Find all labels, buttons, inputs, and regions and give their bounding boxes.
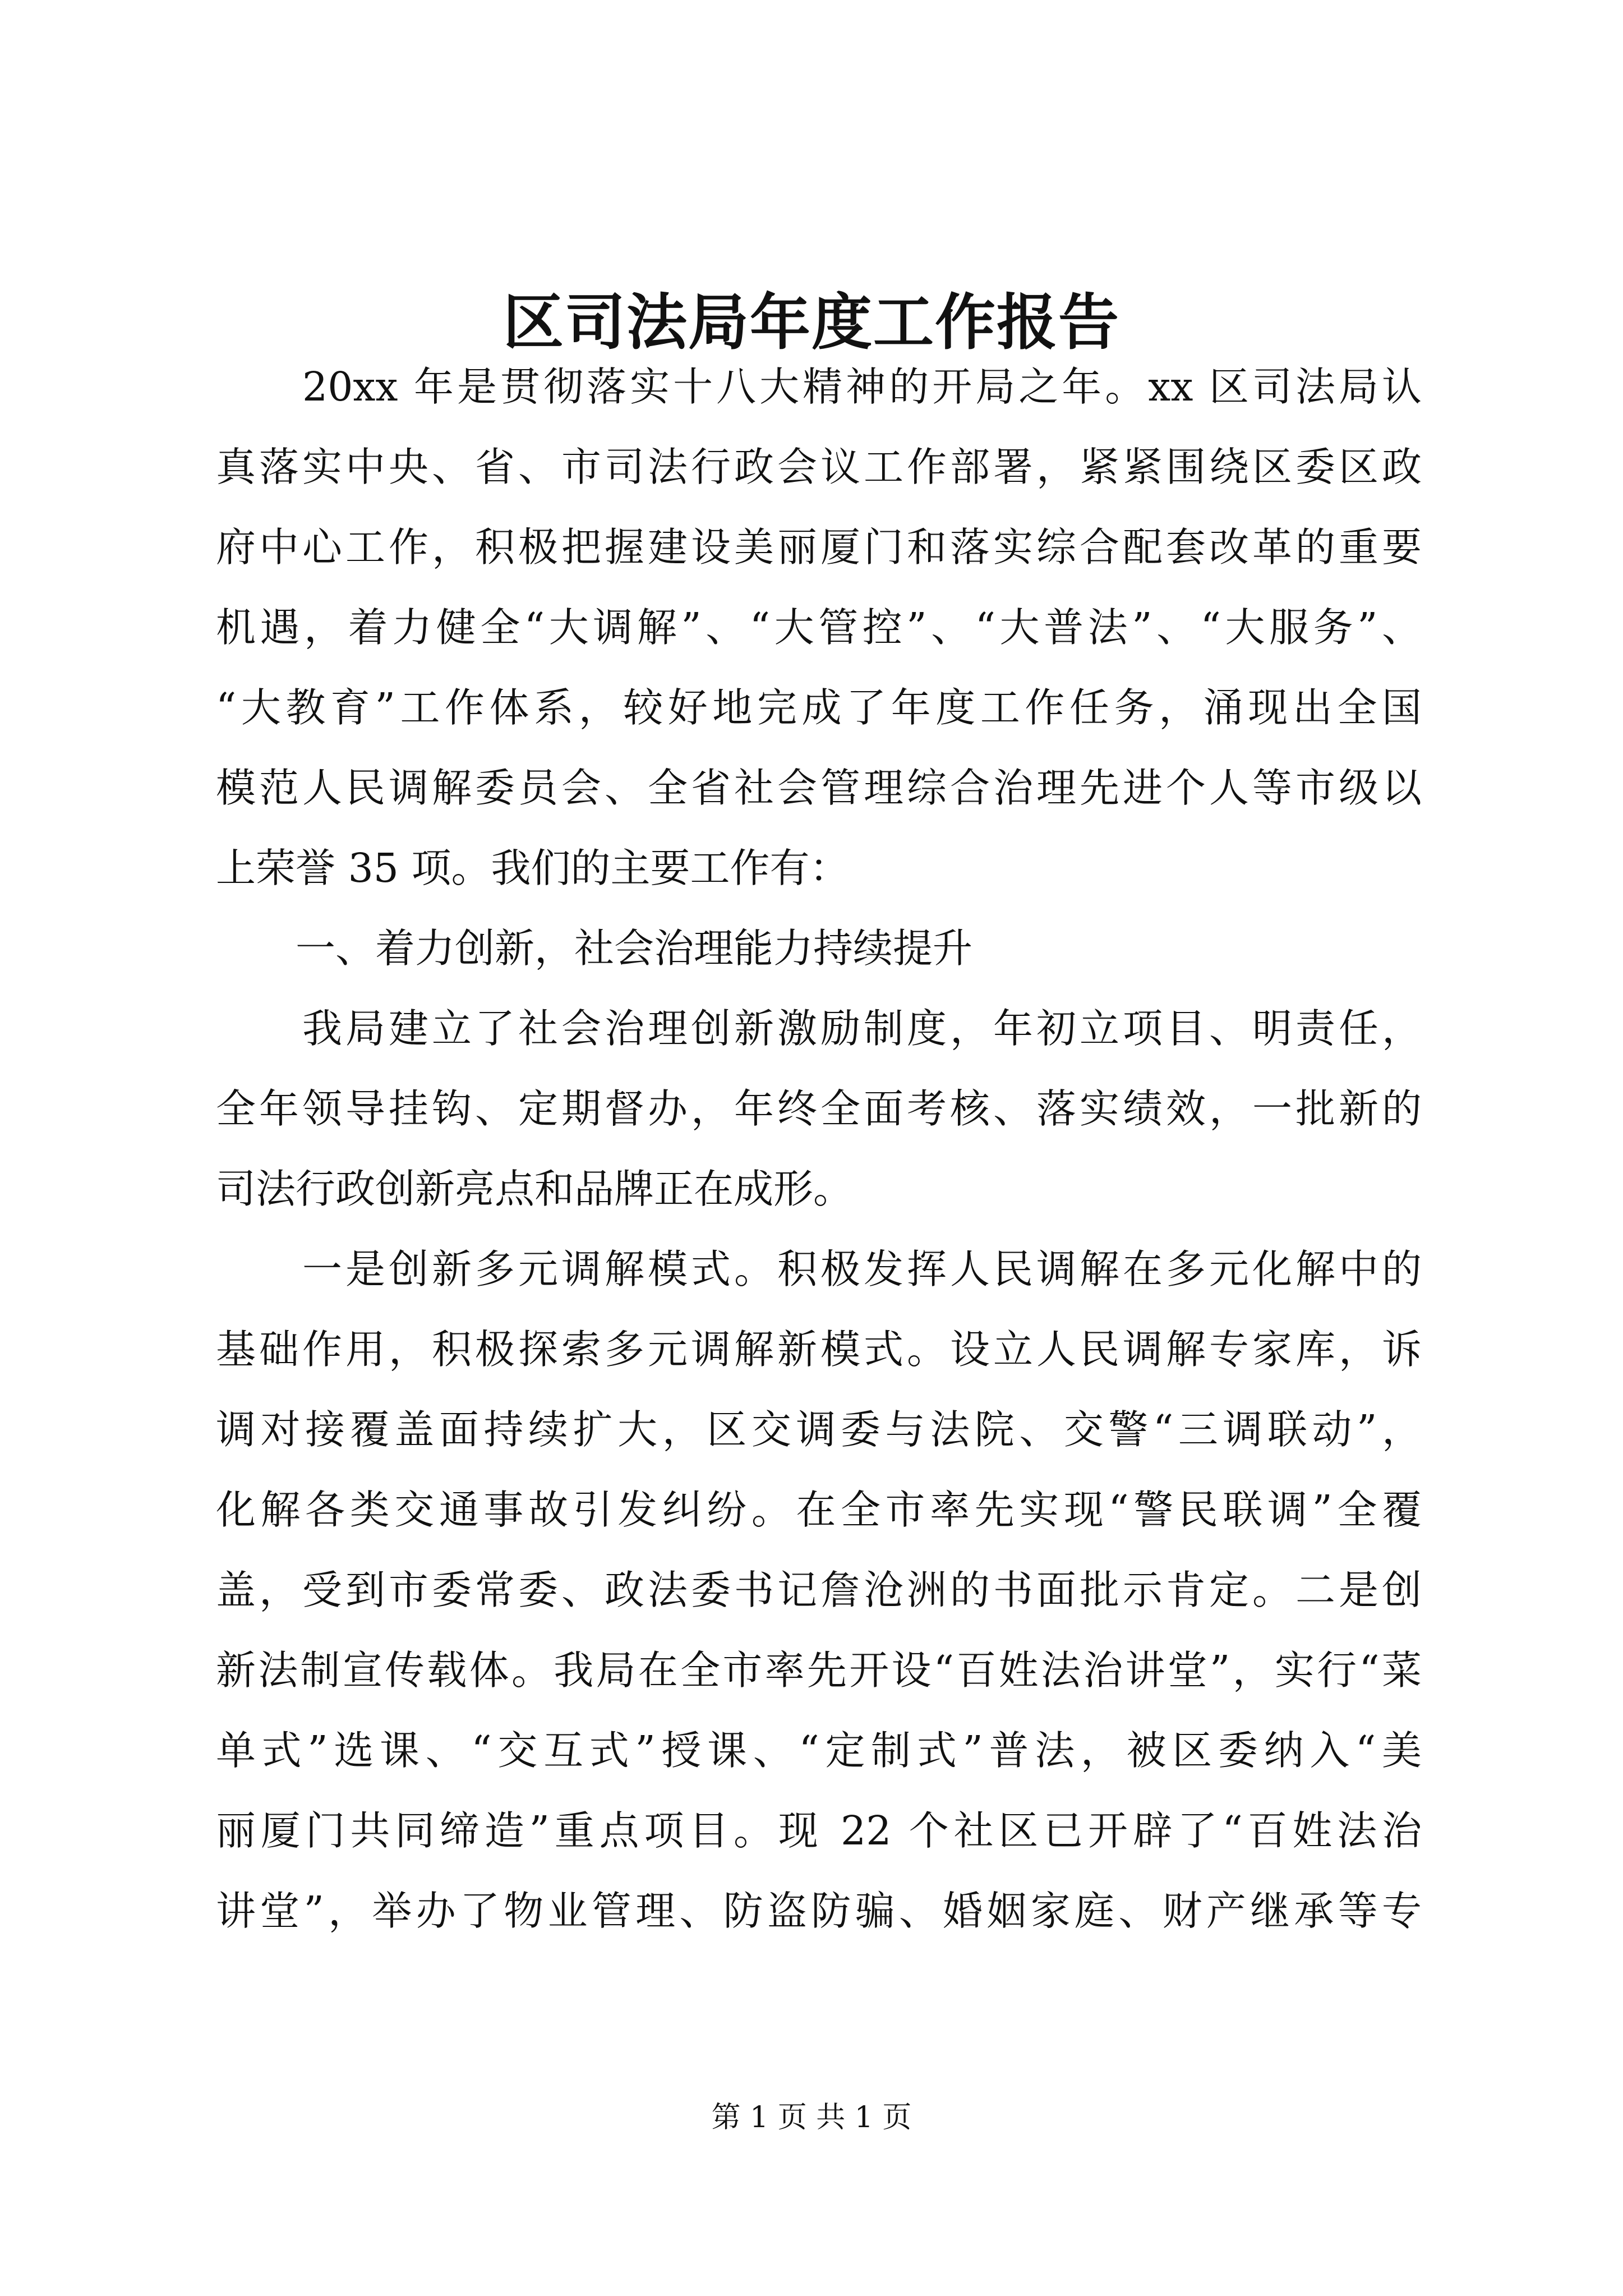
- body-line: 我局建立了社会治理创新激励制度，年初立项目、明责任，: [216, 1005, 1422, 1052]
- body-line: 丽厦门共同缔造”重点项目。现 22 个社区已开辟了“百姓法治: [216, 1807, 1422, 1854]
- page-footer: 第 1 页 共 1 页: [711, 2101, 912, 2134]
- body-line: 20xx 年是贯彻落实十八大精神的开局之年。xx 区司法局认: [216, 364, 1422, 410]
- body-line: 机遇，着力健全“大调解”、“大管控”、“大普法”、“大服务”、: [216, 604, 1422, 651]
- document-title: 区司法局年度工作报告: [502, 287, 1120, 358]
- body-line: 司法行政创新亮点和品牌正在成形。: [216, 1166, 854, 1212]
- body-line: “大教育”工作体系，较好地完成了年度工作任务，涌现出全国: [216, 684, 1422, 731]
- body-line: 府中心工作，积极把握建设美丽厦门和落实综合配套改革的重要: [216, 524, 1422, 570]
- body-line: 讲堂”，举办了物业管理、防盗防骗、婚姻家庭、财产继承等专: [216, 1888, 1422, 1934]
- body-line: 基础作用，积极探索多元调解新模式。设立人民调解专家库，诉: [216, 1326, 1422, 1373]
- body-line: 新法制宣传载体。我局在全市率先开设“百姓法治讲堂”，实行“菜: [216, 1647, 1422, 1694]
- body-line: 盖，受到市委常委、政法委书记詹沧洲的书面批示肯定。二是创: [216, 1567, 1422, 1613]
- body-line: 模范人民调解委员会、全省社会管理综合治理先进个人等市级以: [216, 765, 1422, 811]
- body-line: 单式”选课、“交互式”授课、“定制式”普法，被区委纳入“美: [216, 1727, 1422, 1774]
- section-heading: 一、着力创新，社会治理能力持续提升: [216, 925, 973, 972]
- body-line: 真落实中央、省、市司法行政会议工作部署，紧紧围绕区委区政: [216, 444, 1422, 490]
- body-line: 上荣誉 35 项。我们的主要工作有：: [216, 845, 850, 891]
- body-line: 全年领导挂钩、定期督办，年终全面考核、落实绩效，一批新的: [216, 1085, 1422, 1132]
- body-line: 一是创新多元调解模式。积极发挥人民调解在多元化解中的: [216, 1246, 1422, 1292]
- body-text: [216, 347, 1422, 1951]
- body-line: 化解各类交通事故引发纠纷。在全市率先实现“警民联调”全覆: [216, 1487, 1422, 1533]
- body-line: 调对接覆盖面持续扩大，区交调委与法院、交警“三调联动”，: [216, 1406, 1422, 1453]
